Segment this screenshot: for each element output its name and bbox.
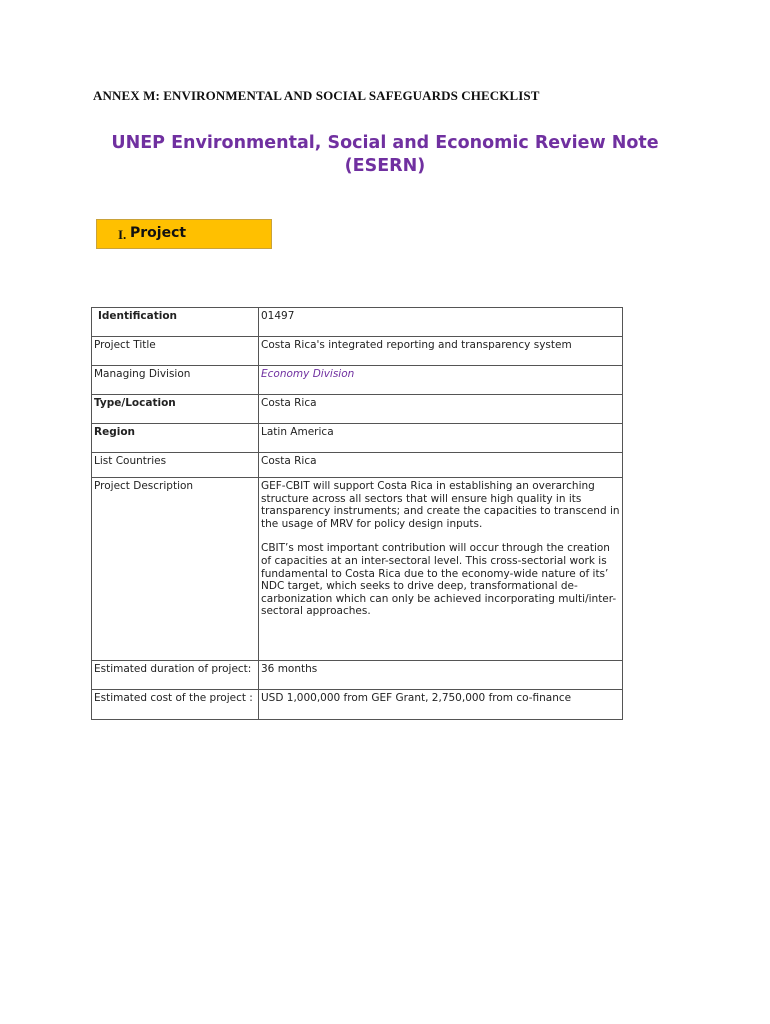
project-info-table [91,307,623,720]
section-number: I. [118,227,127,242]
list-countries-value: Costa Rica [259,453,623,478]
section-heading-box [96,219,272,249]
document-title-line-1: UNEP Environmental, Social and Economic Review Note [111,133,659,153]
project-description-label: Project Description [92,478,259,661]
description-paragraph-2: CBIT’s most important contribution will occur through the creation of capacities at an inter-sectoral level. This cross-sectorial work is fundamental to Costa Rica due to the economy-wide nature of its’ NDC target, which seeks to drive deep, transformational de-carbonization which can only be achieved incorporating multi/inter-sectoral approaches. [261,542,617,618]
annex-heading: ANNEX M: ENVIRONMENTAL AND SOCIAL SAFEGUARDS CHECKLIST [93,88,540,103]
table-row [92,337,623,366]
estimated-duration-label: Estimated duration of project: [92,661,259,690]
section-label: Project [130,225,187,241]
description-paragraph-1: GEF-CBIT will support Costa Rica in establishing an overarching structure across all sectors that will ensure high quality in its transparency instruments; and create the capacities to transcend in the usage of MRV for policy design inputs. [261,480,620,530]
table-row [92,690,623,720]
table-row [92,478,623,661]
estimated-cost-value: USD 1,000,000 from GEF Grant, 2,750,000 from co-finance [259,690,623,720]
table-row [92,661,623,690]
type-location-value: Costa Rica [259,395,623,424]
project-title-label: Project Title [92,337,259,366]
document-title [60,132,710,178]
region-label: Region [92,424,259,453]
table-row [92,366,623,395]
table-row [92,424,623,453]
type-location-label: Type/Location [92,395,259,424]
identification-label: Identification [92,308,259,337]
table-row [92,395,623,424]
region-value: Latin America [259,424,623,453]
identification-value: 01497 [259,308,623,337]
managing-division-label: Managing Division [92,366,259,395]
table-row [92,453,623,478]
managing-division-link[interactable]: Economy Division [261,368,355,380]
estimated-duration-value: 36 months [259,661,623,690]
project-description-value [259,478,623,661]
table-row [92,308,623,337]
project-title-value: Costa Rica's integrated reporting and transparency system [259,337,623,366]
list-countries-label: List Countries [92,453,259,478]
estimated-cost-label: Estimated cost of the project : [92,690,259,720]
document-title-line-2: (ESERN) [344,156,426,176]
